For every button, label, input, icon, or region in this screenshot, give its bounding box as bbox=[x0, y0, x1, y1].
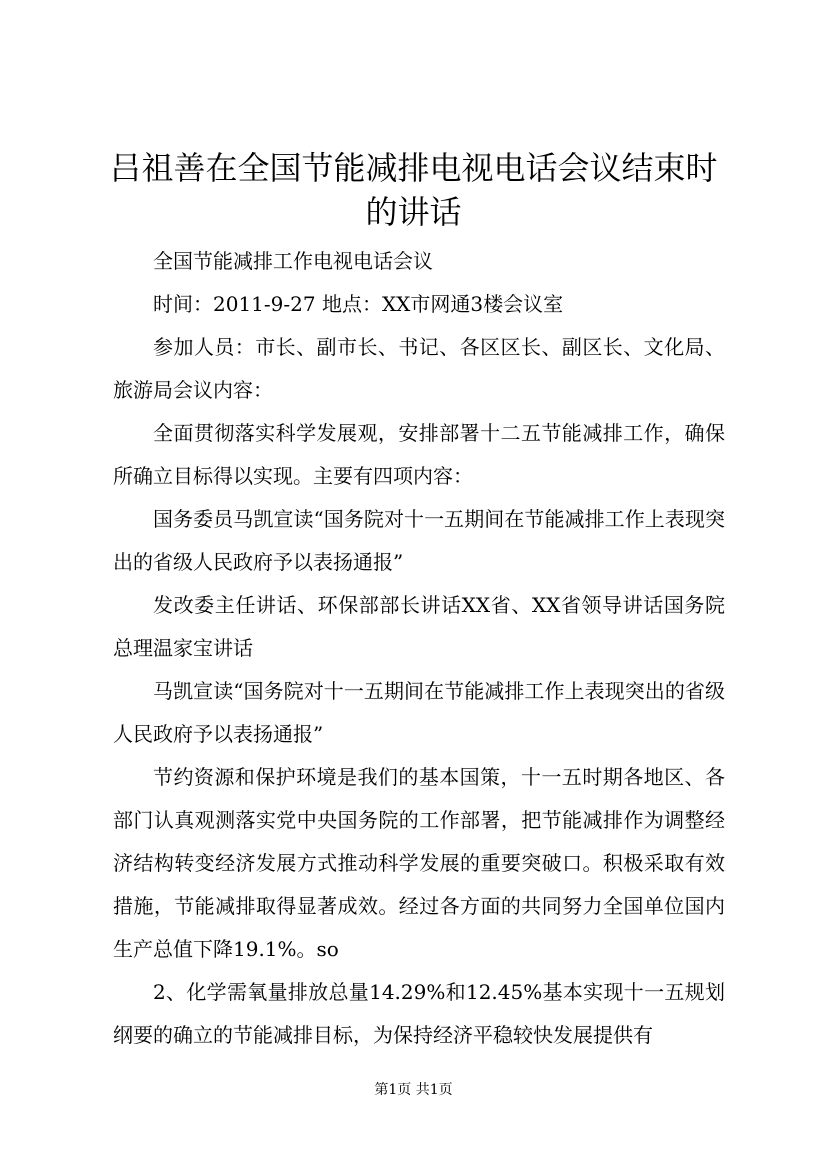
document-title: 吕祖善在全国节能减排电视电话会议结束时的讲话 bbox=[109, 149, 718, 231]
paragraph-announcement: 国务委员马凯宣读“国务院对十一五期间在节能减排工作上表现突出的省级人民政府予以表扬通报” bbox=[113, 507, 725, 574]
paragraph-purpose: 全面贯彻落实科学发展观，安排部署十二五节能减排工作，确保所确立目标得以实现。主要有四项内容： bbox=[113, 421, 725, 488]
paragraph-speeches: 发改委主任讲话、环保部部长讲话XX省、XX省领导讲话国务院总理温家宝讲话 bbox=[113, 593, 725, 660]
document-body bbox=[113, 240, 725, 1057]
paragraph-meeting-name: 全国节能减排工作电视电话会议 bbox=[153, 249, 433, 273]
paragraph-policy: 节约资源和保护环境是我们的基本国策，十一五时期各地区、各部门认真观测落实党中央国务院的工作部署，把节能减排作为调整经济结构转变经济发展方式推动科学发展的重要突破口。积极采取有效措施，节能减排取得显著成效。经过各方面的共同努力全国单位国内生产总值下降19.1%。so bbox=[113, 765, 725, 961]
paragraph-attendees: 参加人员：市长、副市长、书记、各区区长、副区长、文化局、旅游局会议内容： bbox=[113, 335, 725, 402]
paragraph-time-place: 时间：2011-9-27 地点：XX市网通3楼会议室 bbox=[153, 292, 564, 316]
paragraph-emissions: 2、化学需氧量排放总量14.29%和12.45%基本实现十一五规划纲要的确立的节能减排目标，为保持经济平稳较快发展提供有 bbox=[113, 980, 725, 1047]
page-footer: 第1页 共1页 bbox=[374, 1082, 453, 1098]
paragraph-ma-kai: 马凯宣读“国务院对十一五期间在节能减排工作上表现突出的省级人民政府予以表扬通报” bbox=[113, 679, 725, 746]
